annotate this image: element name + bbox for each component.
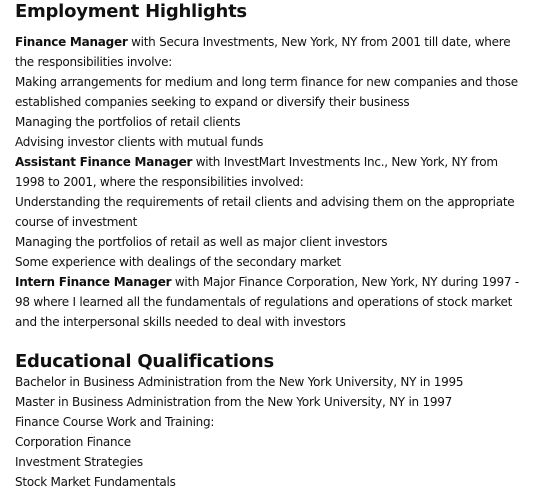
education-line: Bachelor in Business Administration from the New York University, NY in 1995 (15, 375, 464, 389)
education-line: Master in Business Administration from the New York University, NY in 1997 (15, 395, 452, 409)
role-intro: with Secura Investments, New York, NY from 2001 till date, where the responsibilities involve: (15, 35, 511, 69)
role-header (15, 32, 530, 72)
role-finance-manager (15, 32, 530, 152)
responsibility-item: Understanding the requirements of retail clients and advising them on the appropriate course of investment (15, 195, 515, 229)
role-header (15, 272, 530, 332)
role-title: Intern Finance Manager (15, 275, 172, 289)
education-line: Investment Strategies (15, 455, 143, 469)
responsibility-item: Managing the portfolios of retail clients (15, 115, 241, 129)
role-title: Assistant Finance Manager (15, 155, 193, 169)
responsibility-item: Managing the portfolios of retail as well as major client investors (15, 235, 388, 249)
role-title: Finance Manager (15, 35, 128, 49)
education-line: Stock Market Fundamentals (15, 475, 176, 489)
education-heading: Educational Qualifications (15, 351, 274, 372)
role-header (15, 152, 530, 192)
responsibility-item: Some experience with dealings of the secondary market (15, 255, 341, 269)
education-line: Finance Course Work and Training: (15, 415, 215, 429)
role-assistant-finance-manager (15, 152, 530, 272)
education-section (15, 352, 530, 492)
role-intro: with Major Finance Corporation, New York, NY during 1997 - 98 where I learned all the fundamentals of regulations and operations of stock market and the interpersonal skills needed to deal with investors (15, 275, 519, 329)
responsibility-item: Making arrangements for medium and long term finance for new companies and those established companies seeking to expand or diversify their business (15, 75, 518, 109)
role-intern-finance-manager (15, 272, 530, 332)
resume-document (15, 0, 530, 492)
education-line: Corporation Finance (15, 435, 131, 449)
spacer (15, 22, 530, 32)
responsibility-item: Advising investor clients with mutual funds (15, 135, 264, 149)
role-intro: with InvestMart Investments Inc., New York, NY from 1998 to 2001, where the responsibilities involved: (15, 155, 498, 189)
employment-heading: Employment Highlights (15, 1, 247, 22)
